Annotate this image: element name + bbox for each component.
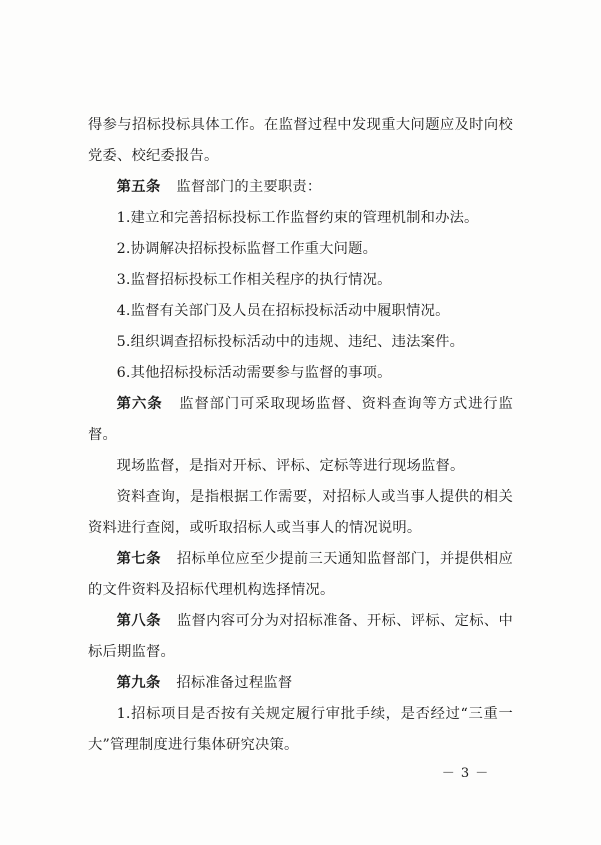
article-heading-9: 第九条 bbox=[116, 675, 161, 691]
paragraph-8 bbox=[88, 358, 513, 389]
article-heading-7: 第七条 bbox=[116, 551, 162, 567]
paragraph-text: 资料查询，是指根据工作需要，对招标人或当事人提供的相关资料进行查阅，或听取招标人或当事人的情况说明。 bbox=[88, 489, 513, 536]
paragraph-text: 3.监督招标投标工作相关程序的执行情况。 bbox=[116, 272, 392, 288]
paragraph-6 bbox=[88, 296, 513, 327]
paragraph-text: 监督部门的主要职责： bbox=[176, 179, 322, 195]
paragraph-7 bbox=[88, 327, 513, 358]
paragraph-15 bbox=[88, 699, 513, 761]
paragraph-11 bbox=[88, 482, 513, 544]
paragraph-10 bbox=[88, 451, 513, 482]
paragraph-text: 1.建立和完善招标投标工作监督约束的管理机制和办法。 bbox=[116, 210, 479, 226]
paragraph-text: 2.协调解决招标投标监督工作重大问题。 bbox=[116, 241, 378, 257]
page-number: － 3 － bbox=[441, 766, 490, 781]
paragraph-12 bbox=[88, 544, 513, 606]
paragraph-text: 招标单位应至少提前三天通知监督部门，并提供相应的文件资料及招标代理机构选择情况。 bbox=[88, 551, 513, 598]
paragraph-text: 得参与招标投标具体工作。在监督过程中发现重大问题应及时向校党委、校纪委报告。 bbox=[88, 117, 513, 164]
paragraph-text: 现场监督，是指对开标、评标、定标等进行现场监督。 bbox=[116, 458, 465, 474]
paragraph-text: 1.招标项目是否按有关规定履行审批手续，是否经过“三重一大”管理制度进行集体研究决策。 bbox=[88, 706, 513, 753]
paragraph-text: 4.监督有关部门及人员在招标投标活动中履职情况。 bbox=[116, 303, 450, 319]
paragraph-text: 6.其他招标投标活动需要参与监督的事项。 bbox=[116, 365, 392, 381]
paragraph-1 bbox=[88, 110, 513, 172]
paragraph-9 bbox=[88, 389, 513, 451]
paragraph-14 bbox=[88, 668, 513, 699]
paragraph-2 bbox=[88, 172, 513, 203]
article-heading-6: 第六条 bbox=[116, 396, 163, 412]
paragraph-5 bbox=[88, 265, 513, 296]
paragraph-text: 5.组织调查招标投标活动中的违规、违纪、违法案件。 bbox=[116, 334, 465, 350]
paragraph-text: 招标准备过程监督 bbox=[176, 675, 293, 691]
article-heading-8: 第八条 bbox=[116, 613, 162, 629]
document-body bbox=[88, 110, 513, 761]
paragraph-text: 监督部门可采取现场监督、资料查询等方式进行监督。 bbox=[88, 396, 513, 443]
paragraph-4 bbox=[88, 234, 513, 265]
paragraph-13 bbox=[88, 606, 513, 668]
page-footer bbox=[0, 762, 601, 781]
article-heading-5: 第五条 bbox=[116, 179, 161, 195]
paragraph-3 bbox=[88, 203, 513, 234]
paragraph-text: 监督内容可分为对招标准备、开标、评标、定标、中标后期监督。 bbox=[88, 613, 513, 660]
